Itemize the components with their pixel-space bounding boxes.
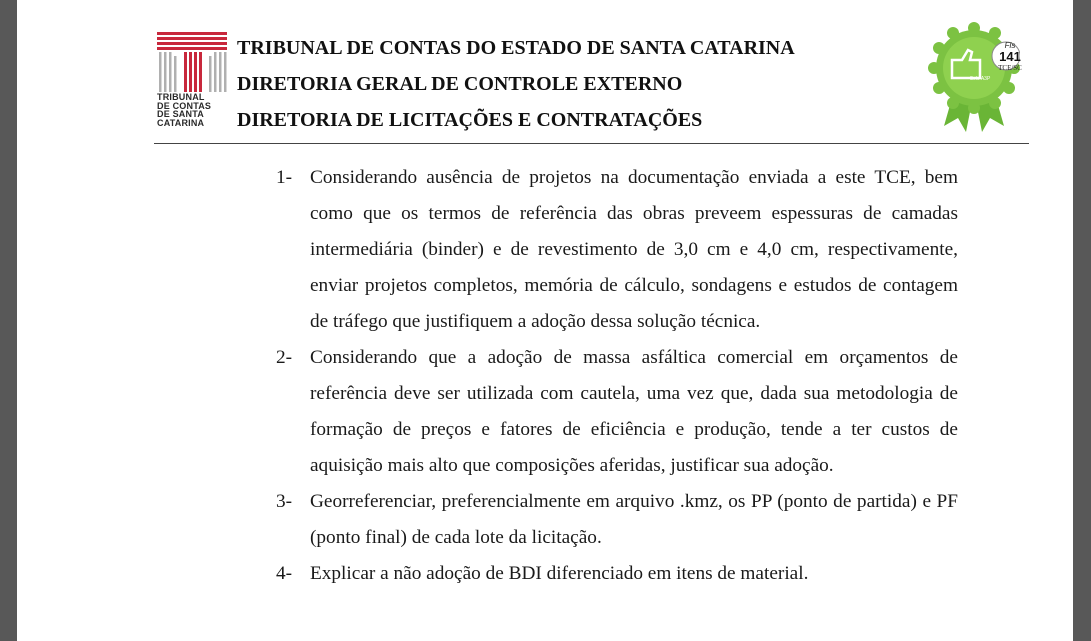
list-item-number: 2- xyxy=(276,347,293,368)
list-item-number: 1- xyxy=(276,167,293,188)
list-item-text: Considerando que a adoção de massa asfáltica comercial em orçamentos de referência deve ser utilizada com cautela, uma vez que, dada sua metodologia de formação de preços e fatores de eficiência e produção, tende a ter custos de aquisição mais alto que composições aferidas, justificar sua adoção. xyxy=(310,347,958,476)
list-item-number: 3- xyxy=(276,491,293,512)
seal-label: Fls xyxy=(1004,41,1016,50)
requirements-list xyxy=(276,160,958,592)
list-item xyxy=(276,340,958,484)
list-item xyxy=(276,556,958,592)
seal-stamp-text: Selo A3P xyxy=(969,76,991,82)
list-item xyxy=(276,484,958,556)
header-divider xyxy=(154,143,1029,144)
logo-text-line: DE SANTA xyxy=(157,109,204,119)
list-item-text: Considerando ausência de projetos na documentação enviada a este TCE, bem como que os termos de referência das obras preveem espessuras de camadas intermediária (binder) e de revestimento de 3,0 cm e 4,0 cm, respectivamente, enviar projetos completos, memória de cálculo, sondagens e estudos de contagem de tráfego que justifiquem a adoção dessa solução técnica. xyxy=(310,167,958,332)
seal-page-number: 141 xyxy=(999,49,1021,64)
header-title-diretoria-licitacoes: DIRETORIA DE LICITAÇÕES E CONTRATAÇÕES xyxy=(237,109,703,131)
logo-text-line: TRIBUNAL xyxy=(157,92,205,102)
viewer-right-margin xyxy=(1073,0,1091,641)
header-title-tribunal: TRIBUNAL DE CONTAS DO ESTADO DE SANTA CATARINA xyxy=(237,37,795,59)
viewer-left-margin xyxy=(0,0,17,641)
list-item-text: Georreferenciar, preferencialmente em arquivo .kmz, os PP (ponto de partida) e PF (ponto final) de cada lote da licitação. xyxy=(310,491,958,548)
logo-text-line: DE CONTAS xyxy=(157,100,212,111)
logo-text-line: CATARINA xyxy=(157,117,205,128)
list-item-text: Explicar a não adoção de BDI diferenciado em itens de material. xyxy=(310,563,809,584)
logo-text xyxy=(157,93,229,127)
document-header xyxy=(237,30,877,138)
header-title-diretoria-geral: DIRETORIA GERAL DE CONTROLE EXTERNO xyxy=(237,73,683,95)
list-item xyxy=(276,160,958,340)
list-item-number: 4- xyxy=(276,563,293,584)
seal-org: TCE/SC xyxy=(998,64,1022,72)
